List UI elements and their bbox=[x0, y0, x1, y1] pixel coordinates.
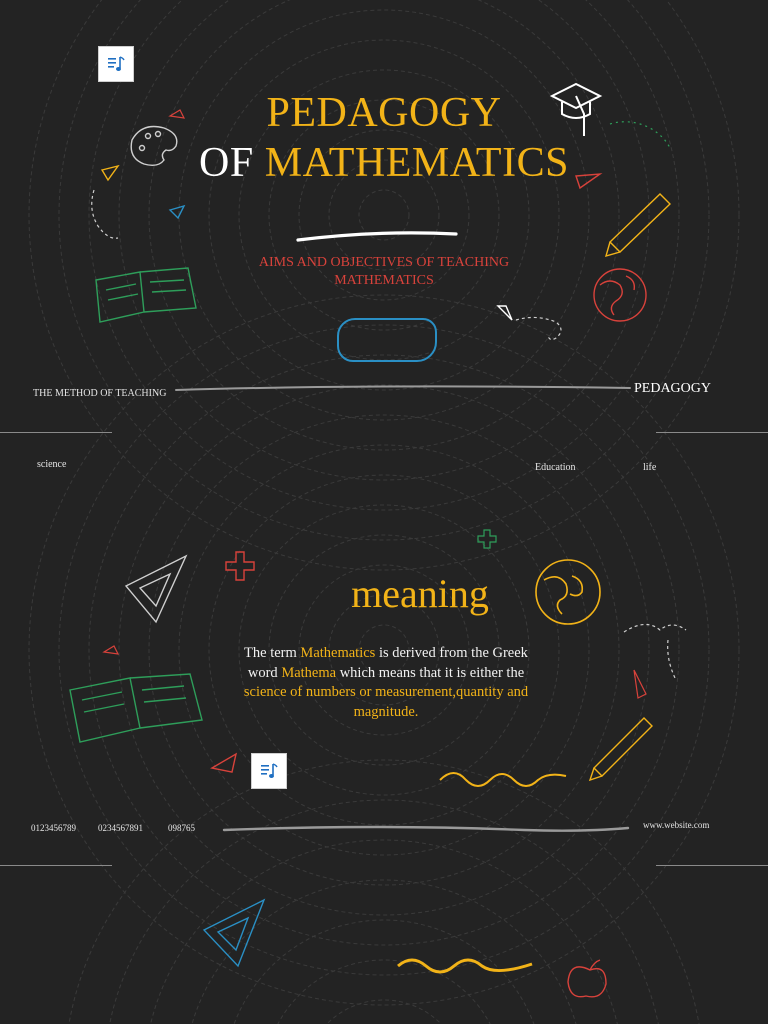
slide-divider-left bbox=[0, 432, 112, 433]
audio-button[interactable] bbox=[98, 46, 134, 82]
triangle-icon bbox=[212, 754, 236, 772]
slide-divider-right bbox=[656, 432, 768, 433]
number-label-3: 098765 bbox=[168, 823, 195, 833]
para-highlight-science: science of numbers or measurement,quantity and magnitude. bbox=[243, 684, 529, 720]
slide-divider-right bbox=[656, 865, 768, 866]
meaning-paragraph bbox=[236, 644, 536, 722]
title-mathematics: MATHEMATICS bbox=[264, 140, 569, 186]
science-label: science bbox=[37, 459, 67, 470]
triangle-icon bbox=[498, 306, 512, 320]
set-square-icon bbox=[126, 556, 186, 622]
chalk-squiggle bbox=[398, 960, 532, 972]
pencil-icon bbox=[606, 194, 670, 256]
audio-icon bbox=[106, 54, 126, 74]
title-pedagogy: PEDAGOGY bbox=[266, 90, 502, 136]
para-text-1: The term bbox=[244, 645, 301, 661]
number-label-2: 0234567891 bbox=[98, 823, 143, 833]
slide-divider-left bbox=[0, 865, 112, 866]
para-text-2: is derived from the Greek word bbox=[247, 645, 528, 681]
plus-icon bbox=[226, 552, 254, 580]
triangle-icon bbox=[170, 206, 184, 218]
subtitle-line-2: MATHEMATICS bbox=[334, 273, 434, 288]
chalk-line bbox=[174, 384, 634, 394]
book-icon bbox=[70, 674, 202, 742]
education-label: Education bbox=[535, 462, 576, 473]
meaning-heading: meaning bbox=[351, 571, 489, 616]
chalk-squiggle bbox=[440, 773, 566, 786]
subtitle-line-1: AIMS AND OBJECTIVES OF TEACHING bbox=[258, 255, 510, 270]
life-label: life bbox=[643, 462, 657, 473]
title-of: OF bbox=[199, 140, 254, 186]
title-line-2 bbox=[0, 142, 768, 184]
title-line-1 bbox=[0, 92, 768, 134]
audio-button[interactable] bbox=[251, 753, 287, 789]
globe-icon bbox=[536, 560, 600, 624]
website-label: www.website.com bbox=[643, 820, 710, 830]
method-label: THE METHOD OF TEACHING bbox=[33, 388, 167, 399]
number-label-1: 0123456789 bbox=[31, 823, 76, 833]
blue-chalk-shape bbox=[337, 318, 437, 362]
set-square-icon bbox=[204, 900, 264, 966]
apple-icon bbox=[568, 960, 606, 997]
para-text-3: which means that it is either the bbox=[336, 664, 525, 681]
pedagogy-label: PEDAGOGY bbox=[634, 381, 711, 396]
para-highlight-mathematics: Mathematics bbox=[300, 645, 376, 661]
plus-icon bbox=[478, 530, 496, 548]
chalk-underline bbox=[224, 827, 628, 831]
pencil-icon bbox=[590, 718, 652, 780]
chalk-underline bbox=[298, 233, 456, 240]
para-highlight-mathema: Mathema bbox=[281, 664, 337, 681]
audio-icon bbox=[259, 761, 279, 781]
